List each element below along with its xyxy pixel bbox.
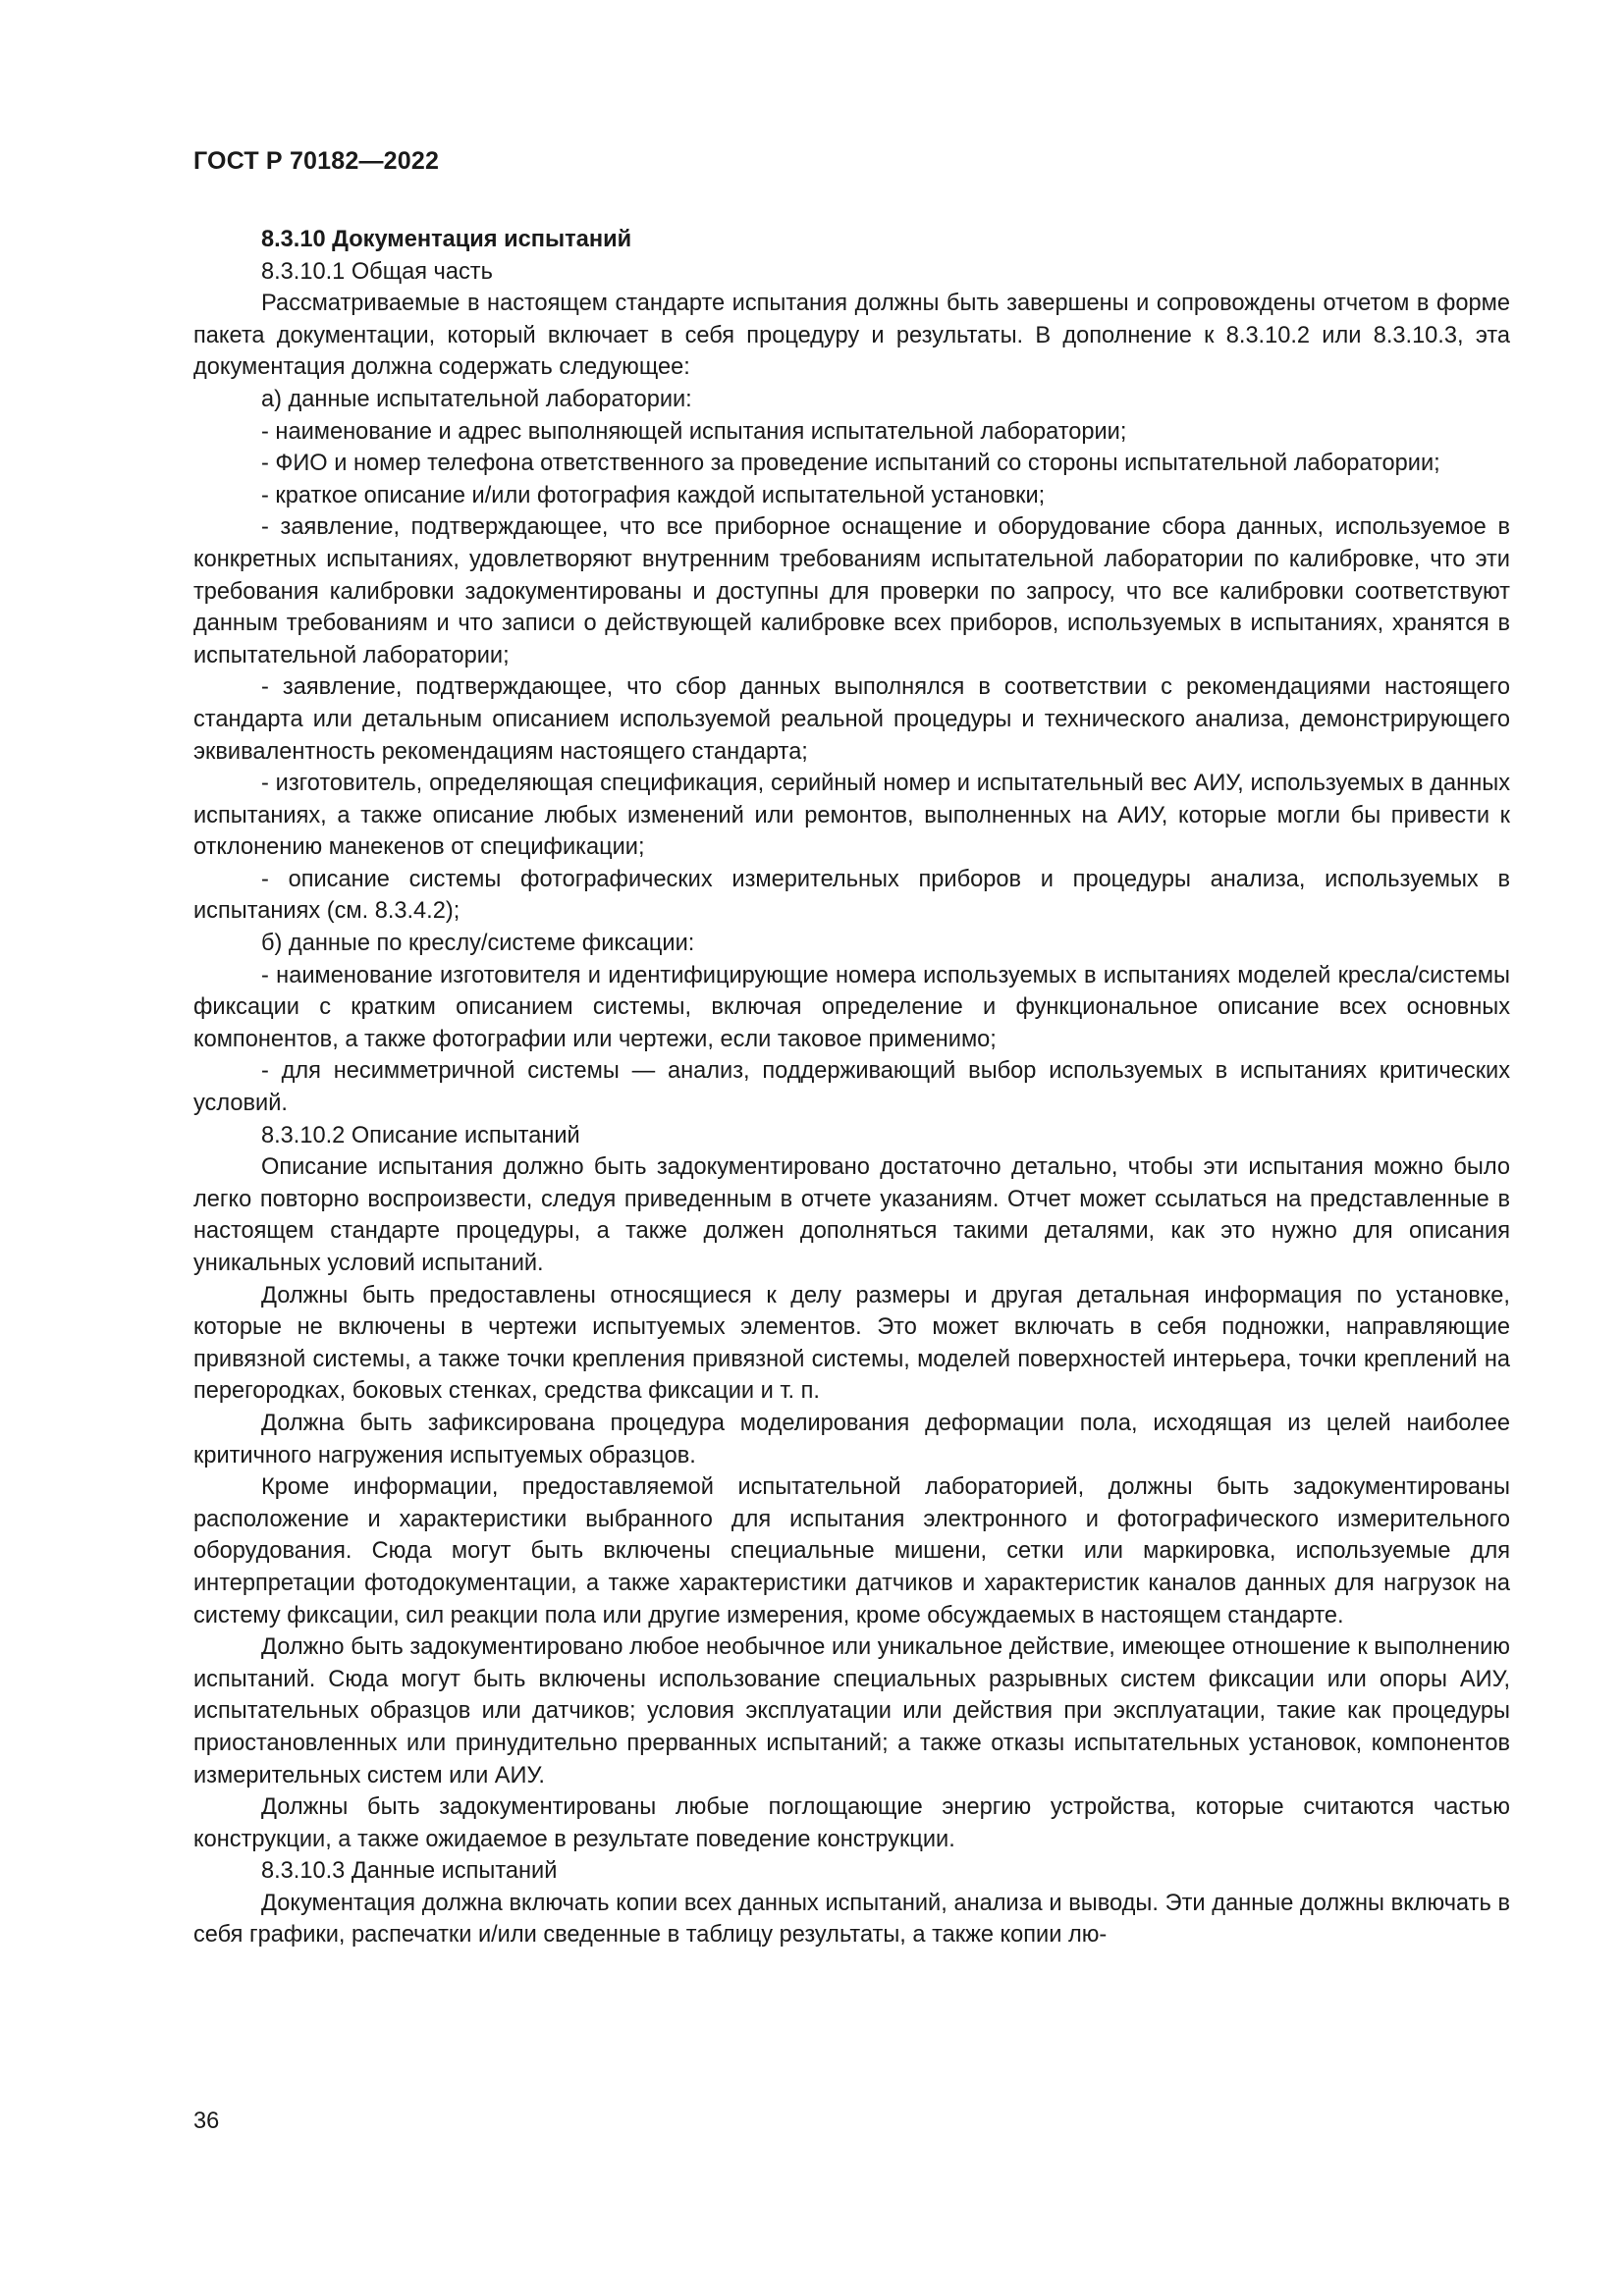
list-subitem: - краткое описание и/или фотография каждой испытательной установки; xyxy=(261,482,1046,508)
document-header: ГОСТ Р 70182—2022 xyxy=(193,147,440,175)
list-subitem: - изготовитель, определяющая спецификация, серийный номер и испытательный вес АИУ, используемых в данных испытаниях, а также описание любых изменений или ремонтов, выполненных на АИУ, которые могли бы привести к отклонению манекенов от спецификации; xyxy=(193,771,1510,861)
list-item-a: а) данные испытательной лаборатории: xyxy=(261,386,692,412)
paragraph: Должна быть зафиксирована процедура моделирования деформации пола, исходящая из целей наиболее критичного нагружения испытуемых образцов. xyxy=(193,1410,1510,1468)
list-subitem: - ФИО и номер телефона ответственного за проведение испытаний со стороны испытательной лаборатории; xyxy=(261,451,1440,477)
paragraph: Должны быть задокументированы любые поглощающие энергию устройства, которые считаются частью конструкции, а также ожидаемое в результате поведение конструкции. xyxy=(193,1794,1510,1852)
paragraph: Кроме информации, предоставляемой испытательной лабораторией, должны быть задокументированы расположение и характеристики выбранного для испытания электронного и фотографического измерительного оборудования. Сюда могут быть включены специальные мишени, сетки или маркировка, используемые для интерпретации фотодокументации, а также характеристики датчиков и характеристик каналов данных для нагрузок на систему фиксации, сил реакции пола или другие измерения, кроме обсуждаемых в настоящем стандарте. xyxy=(193,1474,1510,1629)
list-subitem: - наименование изготовителя и идентифицирующие номера используемых в испытаниях моделей кресла/системы фиксации с кратким описанием системы, включая определение и функциональное описание всех основных компонентов, а также фотографии или чертежи, если таковое применимо; xyxy=(193,962,1510,1052)
list-subitem: - описание системы фотографических измерительных приборов и процедуры анализа, используемых в испытаниях (см. 8.3.4.2); xyxy=(193,866,1510,925)
subsection-title: 8.3.10.1 Общая часть xyxy=(261,258,493,285)
list-subitem: - заявление, подтверждающее, что все приборное оснащение и оборудование сбора данных, используемое в конкретных испытаниях, удовлетворяют внутренним требованиям испытательной лаборатории по калибровке, что эти требования калибровки задокументированы и доступны для проверки по запросу, что все калибровки соответствуют данным требованиям и что записи о действующей калибровке всех приборов, используемых в испытаниях, хранятся в испытательной лаборатории; xyxy=(193,514,1510,668)
subsection-title: 8.3.10.2 Описание испытаний xyxy=(261,1122,580,1148)
paragraph: Документация должна включать копии всех данных испытаний, анализа и выводы. Эти данные должны включать в себя графики, распечатки и/или сведенные в таблицу результаты, а также копии лю- xyxy=(193,1890,1510,1949)
list-subitem: - наименование и адрес выполняющей испытания испытательной лаборатории; xyxy=(261,418,1127,445)
list-item-b: б) данные по креслу/системе фиксации: xyxy=(261,931,695,957)
document-body xyxy=(193,224,1510,1951)
subsection-title: 8.3.10.3 Данные испытаний xyxy=(261,1858,558,1885)
list-subitem: - для несимметричной системы — анализ, поддерживающий выбор используемых в испытаниях критических условий. xyxy=(193,1058,1510,1117)
paragraph: Должно быть задокументировано любое необычное или уникальное действие, имеющее отношение к выполнению испытаний. Сюда могут быть включены использование специальных разрывных систем фиксации или опоры АИУ, испытательных образцов или датчиков; условия эксплуатации или действия при эксплуатации, такие как процедуры приостановленных или принудительно прерванных испытаний; а также отказы испытательных установок, компонентов измерительных систем или АИУ. xyxy=(193,1634,1510,1789)
paragraph: Рассматриваемые в настоящем стандарте испытания должны быть завершены и сопровождены отчетом в форме пакета документации, который включает в себя процедуру и результаты. В дополнение к 8.3.10.2 или 8.3.10.3, эта документация должна содержать следующее: xyxy=(193,291,1510,381)
paragraph: Описание испытания должно быть задокументировано достаточно детально, чтобы эти испытания можно было легко повторно воспроизвести, следуя приведенным в отчете указаниям. Отчет может ссылаться на представленные в настоящем стандарте процедуры, а также должен дополняться такими деталями, как это нужно для описания уникальных условий испытаний. xyxy=(193,1154,1510,1276)
section-heading: 8.3.10 Документация испытаний xyxy=(261,227,632,252)
page-number: 36 xyxy=(193,2109,220,2134)
list-subitem: - заявление, подтверждающее, что сбор данных выполнялся в соответствии с рекомендациями настоящего стандарта или детальным описанием используемой реальной процедуры и технического анализа, демонстрирующего эквивалентность рекомендациям настоящего стандарта; xyxy=(193,674,1510,765)
paragraph: Должны быть предоставлены относящиеся к делу размеры и другая детальная информация по установке, которые не включены в чертежи испытуемых элементов. Это может включать в себя подножки, направляющие привязной системы, а также точки крепления привязной системы, моделей поверхностей интерьера, точки креплений на перегородках, боковых стенках, средства фиксации и т. п. xyxy=(193,1282,1510,1405)
